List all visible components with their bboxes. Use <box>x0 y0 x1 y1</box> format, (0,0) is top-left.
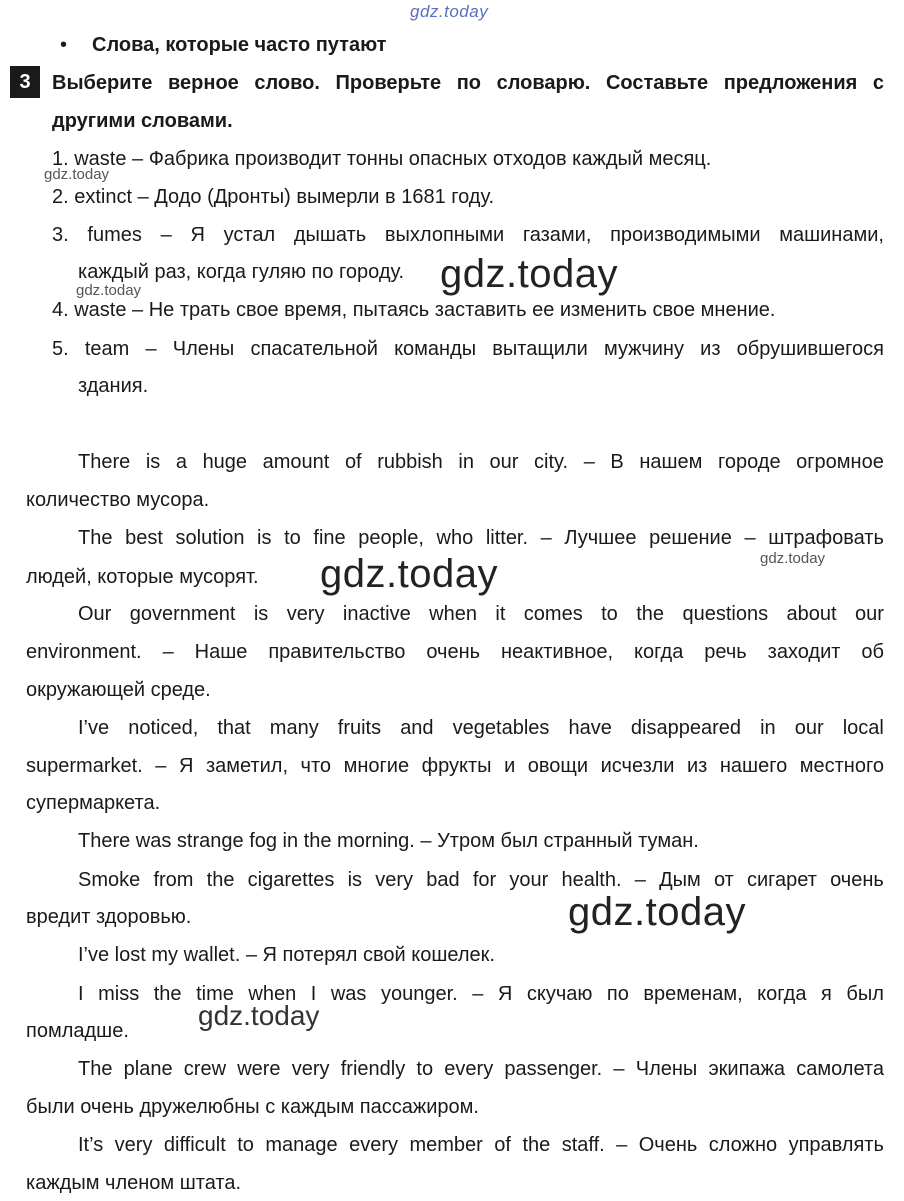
paragraph-line <box>78 868 884 892</box>
list-item-cont: здания. <box>78 375 149 397</box>
paragraph-line <box>78 716 884 740</box>
bullet-icon: • <box>60 34 68 56</box>
word: 3. <box>52 224 69 246</box>
word: об <box>861 641 884 663</box>
word: – <box>145 338 157 360</box>
paragraph-line: окружающей среде. <box>26 679 211 701</box>
word: from <box>153 869 194 891</box>
word: Our <box>78 603 112 625</box>
paragraph-line <box>26 754 884 778</box>
word: от <box>713 869 734 891</box>
word: member <box>409 1134 483 1156</box>
word: – <box>616 1134 628 1156</box>
word: – <box>613 1058 625 1080</box>
word: local <box>842 717 884 739</box>
word: the <box>522 1134 551 1156</box>
word: very <box>291 1058 330 1080</box>
word: скучаю <box>526 983 593 1005</box>
paragraph-line: вредит здоровью. <box>26 906 192 928</box>
word: местного <box>799 755 884 777</box>
word: when <box>248 983 297 1005</box>
word: нашем <box>639 451 703 473</box>
word: to <box>601 603 618 625</box>
paragraph-line <box>78 1057 884 1081</box>
word: с <box>872 72 884 94</box>
word: – <box>160 224 172 246</box>
word: of <box>344 451 362 473</box>
list-item: 1. waste – Фабрика производит тонны опасных отходов каждый месяц. <box>52 148 712 170</box>
word: There <box>78 451 131 473</box>
paragraph-line: количество мусора. <box>26 489 210 511</box>
word: дышать <box>293 224 367 246</box>
word: заметил, <box>205 755 288 777</box>
word: Smoke <box>78 869 141 891</box>
watermark: gdz.today <box>198 1000 320 1031</box>
word: very <box>286 603 325 625</box>
word: The <box>78 527 113 549</box>
word: inactive <box>342 603 411 625</box>
word: заходит <box>767 641 841 663</box>
word: Члены <box>172 338 235 360</box>
paragraph-line <box>78 450 884 474</box>
word: словарю. <box>496 72 591 94</box>
word: city. <box>534 451 569 473</box>
word: сложно <box>708 1134 778 1156</box>
word: временам, <box>643 983 743 1005</box>
section-title: Слова, которые часто путают <box>92 34 387 56</box>
word: every <box>349 1134 399 1156</box>
word: управлять <box>788 1134 884 1156</box>
word: in <box>458 451 474 473</box>
word: in <box>760 717 776 739</box>
word: the <box>153 983 182 1005</box>
word: bad <box>426 869 460 891</box>
word: vegetables <box>452 717 550 739</box>
word: health. <box>561 869 622 891</box>
word: is <box>347 869 363 891</box>
word: – <box>634 869 646 891</box>
word: верное <box>168 72 239 94</box>
word: мужчину <box>603 338 684 360</box>
word: штрафовать <box>768 527 884 549</box>
word: every <box>444 1058 494 1080</box>
word: Я <box>190 224 205 246</box>
word: Проверьте <box>335 72 442 94</box>
word: и <box>504 755 516 777</box>
word: – <box>583 451 595 473</box>
word: many <box>269 717 319 739</box>
paragraph-line: людей, которые мусорят. <box>26 566 259 588</box>
word: fumes <box>87 224 142 246</box>
word: устал <box>223 224 276 246</box>
word: Лучшее <box>564 527 637 549</box>
word: я <box>820 983 832 1005</box>
word: очень <box>426 641 481 663</box>
word: about <box>786 603 837 625</box>
exercise-instruction-cont: другими словами. <box>52 110 233 132</box>
word: I’ve <box>78 717 110 739</box>
word: овощи <box>527 755 589 777</box>
word: спасательной <box>250 338 378 360</box>
word: The <box>78 1058 113 1080</box>
word: It’s <box>78 1134 104 1156</box>
word: noticed, <box>128 717 199 739</box>
word: when <box>429 603 477 625</box>
word: очень <box>830 869 884 891</box>
word: team <box>84 338 130 360</box>
watermark: gdz.today <box>440 252 618 296</box>
word: Я <box>497 983 513 1005</box>
word: Очень <box>638 1134 698 1156</box>
word: команды <box>394 338 477 360</box>
word: time <box>196 983 234 1005</box>
list-item-cont: каждый раз, когда гуляю по городу. <box>78 261 405 283</box>
word: Дым <box>659 869 701 891</box>
word: of <box>494 1134 511 1156</box>
word: and <box>400 717 434 739</box>
word: for <box>472 869 497 891</box>
word: questions <box>682 603 769 625</box>
word: предложения <box>723 72 858 94</box>
word: have <box>568 717 612 739</box>
word: passenger. <box>504 1058 603 1080</box>
word: самолета <box>796 1058 884 1080</box>
word: Выберите <box>52 72 153 94</box>
word: miss <box>98 983 140 1005</box>
word: supermarket. <box>26 755 143 777</box>
word: когда <box>757 983 807 1005</box>
word: слово. <box>254 72 320 94</box>
paragraph-line: помладше. <box>26 1020 129 1042</box>
word: из <box>687 755 708 777</box>
word: our <box>489 451 519 473</box>
list-item <box>52 337 884 361</box>
word: that <box>217 717 251 739</box>
word: нашего <box>719 755 788 777</box>
word: В <box>610 451 624 473</box>
watermark: gdz.today <box>760 550 826 567</box>
word: fine <box>313 527 346 549</box>
word: выхлопными <box>384 224 505 246</box>
word: – <box>155 755 167 777</box>
watermark-top: gdz.today <box>410 2 489 21</box>
word: правительство <box>268 641 406 663</box>
word: по <box>606 983 629 1005</box>
word: is <box>257 527 272 549</box>
paragraph-line <box>78 1133 884 1157</box>
word: неактивное, <box>501 641 614 663</box>
paragraph-line <box>78 602 884 626</box>
paragraph-line: There was strange fog in the morning. – Утром был странный туман. <box>78 830 699 852</box>
word: речь <box>704 641 747 663</box>
word: решение <box>649 527 732 549</box>
word: our <box>855 603 884 625</box>
word: rubbish <box>377 451 443 473</box>
list-item <box>52 223 884 247</box>
word: were <box>237 1058 281 1080</box>
word: фрукты <box>421 755 492 777</box>
paragraph-line <box>78 526 884 550</box>
word: your <box>509 869 549 891</box>
word: когда <box>634 641 684 663</box>
word: cigarettes <box>247 869 335 891</box>
word: our <box>794 717 824 739</box>
word: Наше <box>194 641 248 663</box>
word: исчезли <box>600 755 675 777</box>
word: very <box>114 1134 153 1156</box>
word: environment. <box>26 641 142 663</box>
word: younger. <box>380 983 458 1005</box>
word: I <box>310 983 317 1005</box>
word: people, <box>358 527 424 549</box>
word: to <box>284 527 301 549</box>
word: a <box>175 451 187 473</box>
word: to <box>237 1134 254 1156</box>
word: был <box>846 983 884 1005</box>
word: very <box>375 869 414 891</box>
word: машинами, <box>779 224 884 246</box>
word: – <box>472 983 484 1005</box>
word: the <box>636 603 665 625</box>
list-item: 4. waste – Не трать свое время, пытаясь заставить ее изменить свое мнение. <box>52 299 776 321</box>
word: government <box>129 603 236 625</box>
word: plane <box>123 1058 173 1080</box>
word: – <box>744 527 756 549</box>
word: it <box>495 603 506 625</box>
watermark: gdz.today <box>320 552 498 596</box>
paragraph-line: I’ve lost my wallet. – Я потерял свой кошелек. <box>78 944 495 966</box>
word: газами, <box>522 224 592 246</box>
paragraph-line: были очень дружелюбны с каждым пассажиром. <box>26 1096 479 1118</box>
word: amount <box>262 451 330 473</box>
list-item: 2. extinct – Додо (Дронты) вымерли в 1681 году. <box>52 186 495 208</box>
exercise-number: 3 <box>10 66 40 98</box>
watermark: gdz.today <box>568 890 746 934</box>
word: – <box>540 527 552 549</box>
word: staff. <box>561 1134 605 1156</box>
word: was <box>330 983 367 1005</box>
word: I <box>78 983 84 1005</box>
word: экипажа <box>708 1058 786 1080</box>
word: по <box>456 72 482 94</box>
exercise-instruction <box>52 71 884 95</box>
word: friendly <box>340 1058 406 1080</box>
word: huge <box>202 451 248 473</box>
word: the <box>206 869 235 891</box>
word: из <box>700 338 721 360</box>
word: вытащили <box>492 338 588 360</box>
word: difficult <box>163 1134 226 1156</box>
word: – <box>162 641 174 663</box>
word: solution <box>175 527 245 549</box>
paragraph-line: супермаркета. <box>26 792 161 814</box>
word: городе <box>717 451 781 473</box>
watermark: gdz.today <box>44 166 110 183</box>
word: crew <box>183 1058 227 1080</box>
word: производимыми <box>610 224 761 246</box>
word: 5. <box>52 338 69 360</box>
word: обрушившегося <box>736 338 884 360</box>
word: is <box>253 603 269 625</box>
word: comes <box>523 603 583 625</box>
word: is <box>145 451 161 473</box>
paragraph-line: каждым членом штата. <box>26 1172 242 1194</box>
word: litter. <box>485 527 529 549</box>
word: Составьте <box>605 72 709 94</box>
word: who <box>436 527 474 549</box>
paragraph-line <box>26 640 884 664</box>
word: многие <box>343 755 410 777</box>
word: сигарет <box>747 869 817 891</box>
word: best <box>125 527 163 549</box>
watermark: gdz.today <box>76 282 142 299</box>
word: fruits <box>337 717 382 739</box>
word: manage <box>265 1134 338 1156</box>
word: to <box>416 1058 434 1080</box>
word: disappeared <box>630 717 742 739</box>
word: Я <box>178 755 194 777</box>
word: что <box>300 755 332 777</box>
word: Члены <box>635 1058 698 1080</box>
word: огромное <box>796 451 884 473</box>
